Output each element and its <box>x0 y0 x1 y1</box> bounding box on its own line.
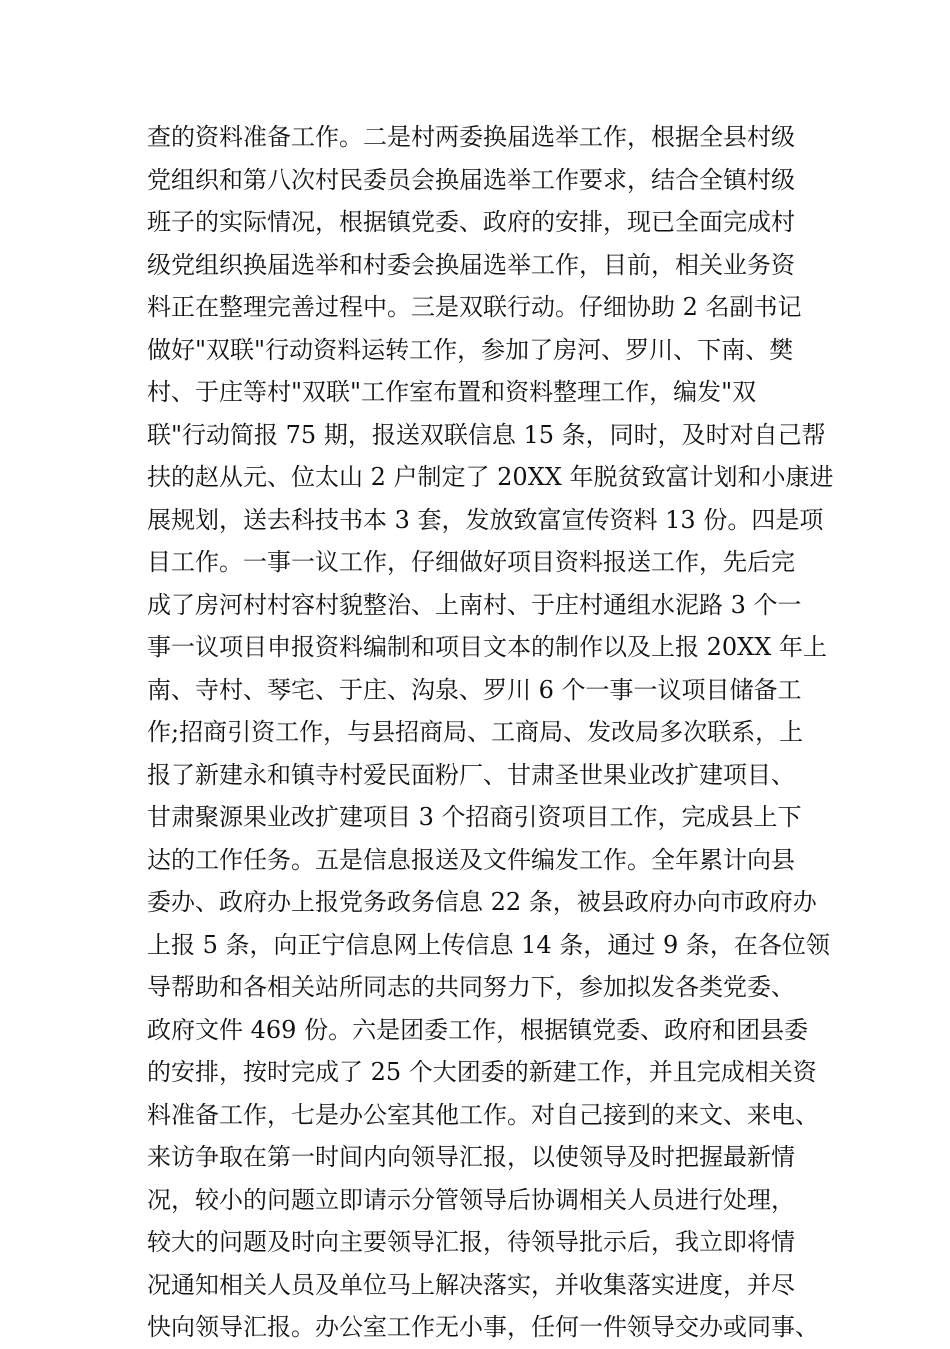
text-line: 况通知相关人员及单位马上解决落实，并收集落实进度，并尽 <box>147 1270 795 1299</box>
text-line: 目工作。一事一议工作，仔细做好项目资料报送工作，先后完 <box>147 548 795 576</box>
text-line: 料准备工作，七是办公室其他工作。对自己接到的来文、来电、 <box>147 1100 819 1129</box>
text-line: 村、于庄等村"双联"工作室布置和资料整理工作，编发"双 <box>147 378 757 406</box>
text-line: 做好"双联"行动资料运转工作，参加了房河、罗川、下南、樊 <box>147 335 794 364</box>
text-line: 南、寺村、琴宅、于庄、沟泉、罗川 6 个一事一议项目储备工 <box>147 675 802 704</box>
text-line: 委办、政府办上报党务政务信息 22 条，被县政府办向市政府办 <box>147 888 817 916</box>
text-line: 来访争取在第一时间内向领导汇报，以使领导及时把握最新情 <box>147 1143 795 1171</box>
text-line: 达的工作任务。五是信息报送及文件编发工作。全年累计向县 <box>147 845 795 874</box>
text-line: 导帮助和各相关站所同志的共同努力下，参加拟发各类党委、 <box>147 973 795 1001</box>
text-line: 作;招商引资工作，与县招商局、工商局、发改局多次联系，上 <box>147 718 804 746</box>
text-line: 甘肃聚源果业改扩建项目 3 个招商引资项目工作，完成县上下 <box>147 803 802 831</box>
text-line: 上报 5 条，向正宁信息网上传信息 14 条，通过 9 条，在各位领 <box>147 930 830 959</box>
text-line: 料正在整理完善过程中。三是双联行动。仔细协助 2 名副书记 <box>147 293 802 321</box>
text-line: 事一议项目申报资料编制和项目文本的制作以及上报 20XX 年上 <box>147 633 827 661</box>
text-line: 查的资料准备工作。二是村两委换届选举工作，根据全县村级 <box>147 123 795 151</box>
text-line: 较大的问题及时向主要领导汇报，待领导批示后，我立即将情 <box>147 1228 795 1256</box>
text-line: 政府文件 469 份。六是团委工作，根据镇党委、政府和团县委 <box>147 1015 809 1044</box>
text-line: 快向领导汇报。办公室工作无小事，任何一件领导交办或同事、 <box>147 1313 819 1341</box>
text-line: 班子的实际情况，根据镇党委、政府的安排，现已全面完成村 <box>147 208 795 236</box>
text-line: 的安排，按时完成了 25 个大团委的新建工作，并且完成相关资 <box>147 1058 817 1086</box>
text-line: 党组织和第八次村民委员会换届选举工作要求，结合全镇村级 <box>147 165 795 194</box>
text-line: 级党组织换届选举和村委会换届选举工作，目前，相关业务资 <box>147 250 795 279</box>
text-line: 联"行动简报 75 期，报送双联信息 15 条，同时，及时对自己帮 <box>147 420 826 449</box>
body-paragraph <box>147 116 834 1349</box>
text-line: 成了房河村村容村貌整治、上南村、于庄村通组水泥路 3 个一 <box>147 590 802 619</box>
text-line: 况，较小的问题立即请示分管领导后协调相关人员进行处理， <box>147 1185 795 1214</box>
text-line: 报了新建永和镇寺村爱民面粉厂、甘肃圣世果业改扩建项目、 <box>147 760 795 789</box>
text-line: 扶的赵从元、位太山 2 户制定了 20XX 年脱贫致富计划和小康进 <box>147 463 834 491</box>
text-line: 展规划，送去科技书本 3 套，发放致富宣传资料 13 份。四是项 <box>147 505 824 534</box>
